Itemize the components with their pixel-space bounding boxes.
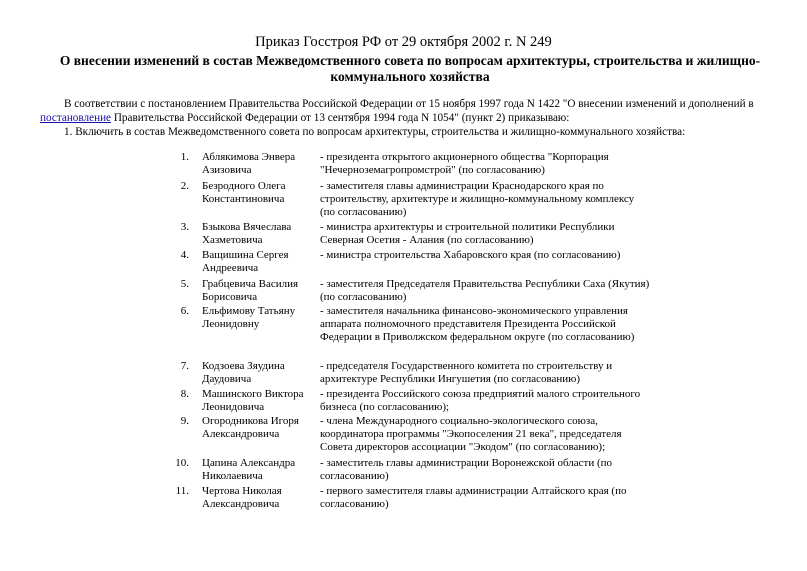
item-name: Цапина Александра Николаевича <box>202 457 296 482</box>
item-number: 4. <box>180 249 189 261</box>
item-description: - заместитель главы администрации Воронежской области (по согласованию) <box>320 457 613 482</box>
intro-line-1: В соответствии с постановлением Правительства Российской Федерации от 15 ноября 1997 года N 1422 "О внесении изменений и дополнений в <box>64 98 754 110</box>
item-description: - члена Международного социально-экологического союза, координатора программы "Экопоселения 21 века", председателя Совета директоров ассоциации "Экодом" (по согласованию); <box>320 415 622 453</box>
item-name: Грабцевича Василия Борисовича <box>202 278 299 303</box>
item-number: 1. <box>180 151 189 163</box>
point-1: 1. Включить в состав Межведомственного совета по вопросам архитектуры, строительства и жилищно-коммунального хозяйства: <box>64 126 686 138</box>
item-number: 6. <box>180 305 189 317</box>
item-description: - президента Российского союза предприятий малого строительного бизнеса (по согласованию); <box>320 388 641 413</box>
intro-line-2-text: Правительства Российской Федерации от 13 сентября 1994 года N 1054" (пункт 2) приказываю: <box>111 112 570 124</box>
item-description: - заместителя Председателя Правительства Республики Саха (Якутия) (по согласованию) <box>320 278 650 303</box>
item-name: Ващишина Сергея Андреевича <box>202 249 289 274</box>
item-number: 5. <box>180 278 189 290</box>
item-number: 11. <box>175 485 189 497</box>
item-description: - заместителя начальника финансово-экономического управления аппарата полномочного представителя Президента Российской Федерации в Приволжском федеральном округе (по согласованию) <box>320 305 635 343</box>
item-description: - президента открытого акционерного общества "Корпорация "Нечерноземагропромстрой" (по согласованию) <box>320 151 609 176</box>
item-name: Чертова Николая Александровича <box>202 485 282 510</box>
item-description: - министра строительства Хабаровского края (по согласованию) <box>320 249 621 261</box>
item-description: - министра архитектуры и строительной политики Республики Северная Осетия - Алания (по согласованию) <box>320 221 615 246</box>
item-name: Ельфимову Татьяну Леонидовну <box>202 305 296 330</box>
item-description: - заместителя главы администрации Краснодарского края по строительству, архитектуре и жилищно-коммунальному комплексу (по согласованию) <box>320 180 635 218</box>
item-name: Безродного Олега Константиновича <box>202 180 286 205</box>
postanovlenie-link[interactable]: постановление <box>40 112 112 124</box>
item-number: 8. <box>180 388 189 400</box>
item-description: - первого заместителя главы администрации Алтайского края (по согласованию) <box>320 485 627 510</box>
item-name: Аблякимова Энвера Азизовича <box>202 151 296 176</box>
item-number: 3. <box>180 221 189 233</box>
item-name: Кодзоева Зяудина Даудовича <box>202 360 285 385</box>
item-description: - председателя Государственного комитета по строительству и архитектуре Республики Ингушетия (по согласованию) <box>320 360 613 385</box>
item-number: 10. <box>175 457 189 469</box>
item-name: Бзыкова Вячеслава Хазметовича <box>202 221 292 246</box>
intro-line-2 <box>40 111 569 125</box>
item-name: Огородникова Игоря Александровича <box>202 415 299 440</box>
item-number: 7. <box>180 360 189 372</box>
item-number: 2. <box>180 180 189 192</box>
item-name: Машинского Виктора Леонидовича <box>202 388 304 413</box>
document-subtitle: О внесении изменений в состав Межведомственного совета по вопросам архитектуры, строительства и жилищно-коммунального хозяйства <box>59 53 761 84</box>
item-number: 9. <box>180 415 189 427</box>
document-title: Приказ Госстроя РФ от 29 октября 2002 г. N 249 <box>255 34 552 50</box>
